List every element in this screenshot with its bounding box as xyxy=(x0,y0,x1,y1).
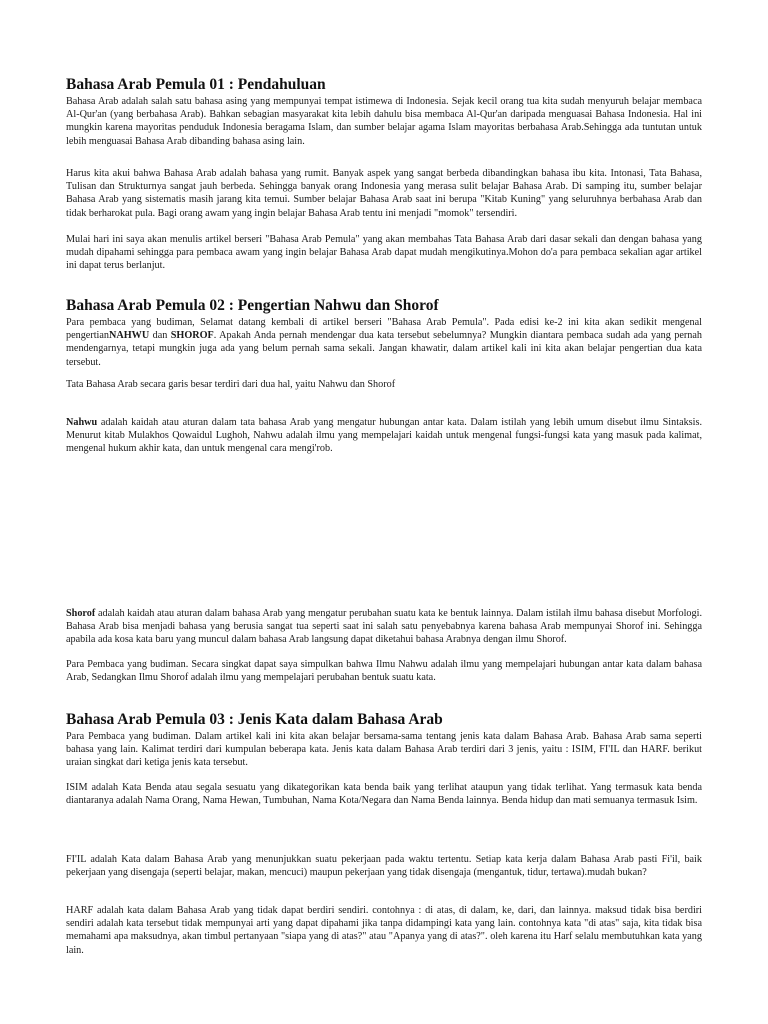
term-shorof-inline: SHOROF xyxy=(170,330,214,342)
section-title-3: Bahasa Arab Pemula 03 : Jenis Kata dalam Bahasa Arab xyxy=(66,711,443,728)
paragraph-2-shorof xyxy=(66,607,702,647)
term-nahwu-inline: NAHWU xyxy=(109,330,150,342)
paragraph-1-2: Harus kita akui bahwa Bahasa Arab adalah bahasa yang rumit. Banyak aspek yang sangat berbeda dibandingkan bahasa ibu kita. Intonasi, Tata Bahasa, Tulisan dan Strukturnya sangat jauh berbeda. Sehingga banyak orang Indonesia yang merasa sulit belajar Bahasa Arab. Di samping itu, sumber belajar Bahasa Arab yang sistematis masih jarang kita temui. Sumber belajar Bahasa Arab saat ini berupa "Kitab Kuning" yang seluruhnya berbahasa Arab dan tidak berharokat pula. Bagi orang awam yang ingin belajar Bahasa Arab tentu ini menjadi "momok" tersendiri. xyxy=(66,168,702,219)
term-shorof: Shorof xyxy=(66,608,96,619)
paragraph-3-harf: HARF adalah kata dalam Bahasa Arab yang tidak dapat berdiri sendiri. contohnya : di atas, di dalam, ke, dari, dan lainnya. maksud tidak bisa berdiri sendiri adalah kata tersebut tidak mempunyai arti yang dapat dipahami jika tanpa didampingi kata yang lain. contohnya kata "di atas" saja, kita tidak bisa memahami apa maksudnya, akan timbul pertanyaan "siapa yang di atas?" atau "Apanya yang di atas?". oleh karena itu Harf selalu membutuhkan kata yang lain. xyxy=(66,905,702,956)
paragraph-2-summary: Tata Bahasa Arab secara garis besar terdiri dari dua hal, yaitu Nahwu dan Shorof xyxy=(66,379,396,390)
intro-text-after: . Apakah Anda pernah mendengar dua kata tersebut sebelumnya? Mungkin diantara pembaca sudah ada yang pernah mendengarnya, tetapi mungkin juga ada yang belum pernah sama sekali. Jangan khawatir, dalam artikel kali ini kita akan belajar pengertian dua kata tersebut. xyxy=(66,330,702,368)
paragraph-2-nahwu xyxy=(66,416,702,456)
intro-text-before: Para pembaca yang budiman, Selamat datang kembali di artikel berseri "Bahasa Arab Pemula". Pada edisi ke-2 ini kita akan sedikit mengenal pengertian xyxy=(66,317,702,342)
paragraph-3-1: Para Pembaca yang budiman. Dalam artikel kali ini kita akan belajar bersama-sama tentang jenis kata dalam Bahasa Arab. Bahasa Arab sama seperti bahasa yang lain. Kalimat terdiri dari kumpulan beberapa kata. Jenis kata dalam Bahasa Arab terdiri dari 3 jenis, yaitu : ISIM, FI'IL dan HARF. berikut uraian singkat dari ketiga jenis kata tersebut. xyxy=(66,731,702,769)
paragraph-2-intro xyxy=(66,316,702,369)
section-title-1: Bahasa Arab Pemula 01 : Pendahuluan xyxy=(66,76,326,93)
intro-text-mid: dan xyxy=(149,330,171,342)
paragraph-3-fiil: FI'IL adalah Kata dalam Bahasa Arab yang menunjukkan suatu pekerjaan pada waktu tertentu. Setiap kata kerja dalam Bahasa Arab pasti Fi'il, baik pekerjaan yang disengaja (seperti belajar, makan, mencuci) maupun pekerjaan yang tidak disengaja (mengantuk, tidur, tertawa).mudah bukan? xyxy=(66,854,702,879)
paragraph-2-conclusion: Para Pembaca yang budiman. Secara singkat dapat saya simpulkan bahwa Ilmu Nahwu adalah ilmu yang mempelajari hubungan antar kata dalam bahasa Arab, Sedangkan Ilmu Shorof adalah ilmu yang mempelajari perubahan bentuk suatu kata. xyxy=(66,659,702,684)
paragraph-1-1: Bahasa Arab adalah salah satu bahasa asing yang mempunyai tempat istimewa di Indonesia. Sejak kecil orang tua kita sudah menyuruh belajar membaca Al-Qur'an (yang berbahasa Arab). Bahkan sebagian masyarakat kita lebih dahulu bisa membaca Al-Qur'an daripada menguasai Bahasa Indonesia. Hal ini mungkin karena mayoritas penduduk Indonesia beragama Islam, dan sumber belajar agama Islam mayoritas berbahasa Arab.Sehingga ada tuntutan untuk lebih menguasai Bahasa Arab dibanding bahasa asing lain. xyxy=(66,96,702,147)
paragraph-3-isim: ISIM adalah Kata Benda atau segala sesuatu yang dikategorikan kata benda baik yang terlihat ataupun yang tidak terlihat. Yang termasuk kata benda diantaranya adalah Nama Orang, Nama Hewan, Tumbuhan, Nama Kota/Negara dan Nama Benda lainnya. Benda hidup dan mati semuanya termasuk Isim. xyxy=(66,782,702,807)
shorof-definition: adalah kaidah atau aturan dalam bahasa Arab yang mengatur perubahan suatu kata ke bentuk lainnya. Dalam istilah ilmu bahasa disebut Morfologi. Bahasa Arab bisa menjadi bahasa yang berusia sangat tua seperti saat ini salah satu penyebabnya karena bahasa Arab mempunyai Shorof ini. Sehingga apabila ada kosa kata baru yang muncul dalam bahasa Arab langsung dapat diketahui bahasa Arabnya dengan ilmu Shorof. xyxy=(66,608,702,646)
section-title-2: Bahasa Arab Pemula 02 : Pengertian Nahwu dan Shorof xyxy=(66,297,439,314)
paragraph-1-3: Mulai hari ini saya akan menulis artikel berseri "Bahasa Arab Pemula" yang akan membahas Tata Bahasa Arab dari dasar sekali dan dengan bahasa yang mudah dipahami sehingga para pembaca awam yang ingin belajar Bahasa Arab dapat mudah mengikutinya.Mohon do'a para pembaca sekalian agar artikel ini dapat terus berlanjut. xyxy=(66,234,702,272)
term-nahwu: Nahwu xyxy=(66,417,98,428)
nahwu-definition: adalah kaidah atau aturan dalam tata bahasa Arab yang mengatur hubungan antar kata. Dalam istilah yang lebih umum disebut ilmu Sintaksis. Menurut kitab Mulakhos Qowaidul Lughoh, Nahwu adalah ilmu yang mempelajari kaidah untuk mengenal fungsi-fungsi kata yang masuk pada kalimat, mengenal hukum akhir kata, dan untuk mengenal cara mengi'rob. xyxy=(66,417,702,455)
